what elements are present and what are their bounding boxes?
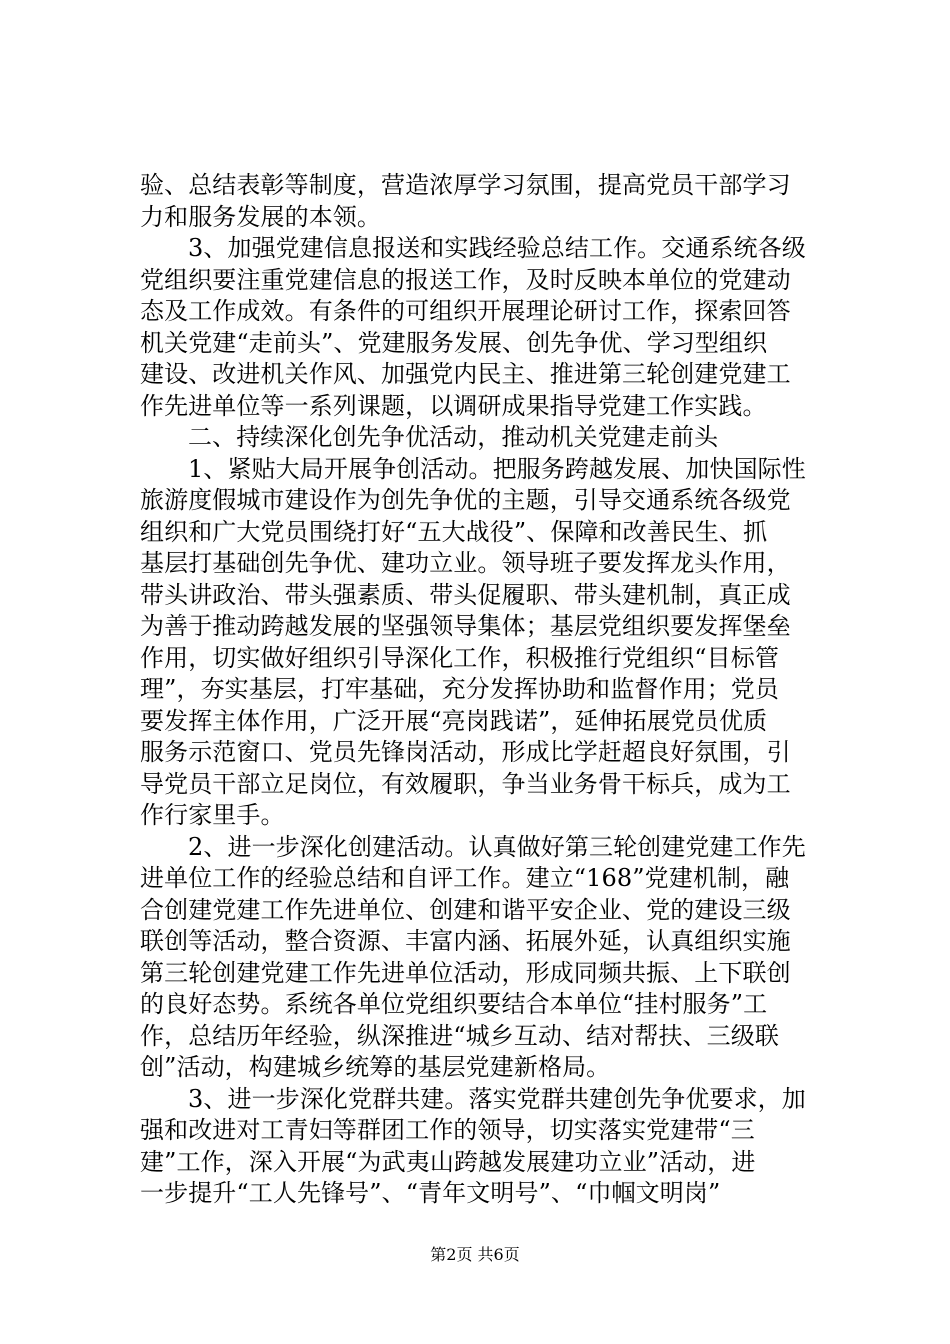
text-line: 要发挥主体作用，广泛开展“亮岗践诺”，延伸拓展党员优质 <box>140 706 768 735</box>
text-line: 强和改进对工青妇等群团工作的领导，切实落实党建带“三 <box>140 1116 755 1144</box>
text-line: 1、紧贴大局开展争创活动。把服务跨越发展、加快国际性 <box>188 454 806 483</box>
text-line: 机关党建“走前头”、党建服务发展、创先争优、学习型组织 <box>140 328 768 357</box>
text-line: 带头讲政治、带头强素质、带头促履职、带头建机制，真正成 <box>140 580 791 609</box>
text-line: 组织和广大党员围绕打好“五大战役”、保障和改善民生、抓 <box>140 517 768 546</box>
text-line: 3、进一步深化党群共建。落实党群共建创先争优要求，加 <box>188 1084 806 1113</box>
text-line: 服务示范窗口、党员先锋岗活动，形成比学赶超良好氛围，引 <box>140 738 791 766</box>
text-line: 力和服务发展的本领。 <box>140 202 381 231</box>
text-line: 二、持续深化创先争优活动，推动机关党建走前头 <box>188 423 719 451</box>
text-line: 验、总结表彰等制度，营造浓厚学习氛围，提高党员干部学习 <box>140 171 791 199</box>
text-line: 进单位工作的经验总结和自评工作。建立“168”党建机制，融 <box>140 864 790 892</box>
text-line: 的良好态势。系统各单位党组织要结合本单位“挂村服务”工 <box>140 990 768 1018</box>
text-line: 联创等活动，整合资源、丰富内涵、拓展外延，认真组织实施 <box>140 927 791 955</box>
text-line: 一步提升“工人先锋号”、“青年文明号”、“巾帼文明岗” <box>140 1179 721 1207</box>
text-line: 建设、改进机关作风、加强党内民主、推进第三轮创建党建工 <box>140 360 791 388</box>
text-line: 作用，切实做好组织引导深化工作，积极推行党组织“目标管 <box>140 643 779 672</box>
text-line: 基层打基础创先争优、建功立业。领导班子要发挥龙头作用， <box>140 549 791 577</box>
text-line: 建”工作，深入开展“为武夷山跨越发展建功立业”活动，进 <box>140 1147 756 1176</box>
page-footer: 第2页 共6页 <box>430 1245 520 1264</box>
text-line: 创”活动，构建城乡统筹的基层党建新格局。 <box>140 1053 611 1081</box>
text-line: 第三轮创建党建工作先进单位活动，形成同频共振、上下联创 <box>140 958 791 987</box>
text-line: 理”，夯实基层，打牢基础，充分发挥协助和监督作用；党员 <box>140 675 779 703</box>
text-line: 旅游度假城市建设作为创先争优的主题，引导交通系统各级党 <box>140 486 791 514</box>
text-line: 态及工作成效。有条件的可组织开展理论研讨工作，探索回答 <box>140 297 791 325</box>
text-line: 导党员干部立足岗位，有效履职，争当业务骨干标兵，成为工 <box>140 769 791 798</box>
text-line: 为善于推动跨越发展的坚强领导集体；基层党组织要发挥堡垒 <box>140 612 791 640</box>
text-line: 作，总结历年经验，纵深推进“城乡互动、结对帮扶、三级联 <box>140 1021 779 1050</box>
text-line: 3、加强党建信息报送和实践经验总结工作。交通系统各级 <box>188 234 806 262</box>
text-line: 合创建党建工作先进单位、创建和谐平安企业、党的建设三级 <box>140 895 791 924</box>
text-line: 作行家里手。 <box>140 801 285 829</box>
text-line: 2、进一步深化创建活动。认真做好第三轮创建党建工作先 <box>188 832 806 861</box>
document-body <box>140 170 820 1210</box>
text-line: 党组织要注重党建信息的报送工作，及时反映本单位的党建动 <box>140 265 791 294</box>
text-line: 作先进单位等一系列课题，以调研成果指导党建工作实践。 <box>140 391 767 420</box>
